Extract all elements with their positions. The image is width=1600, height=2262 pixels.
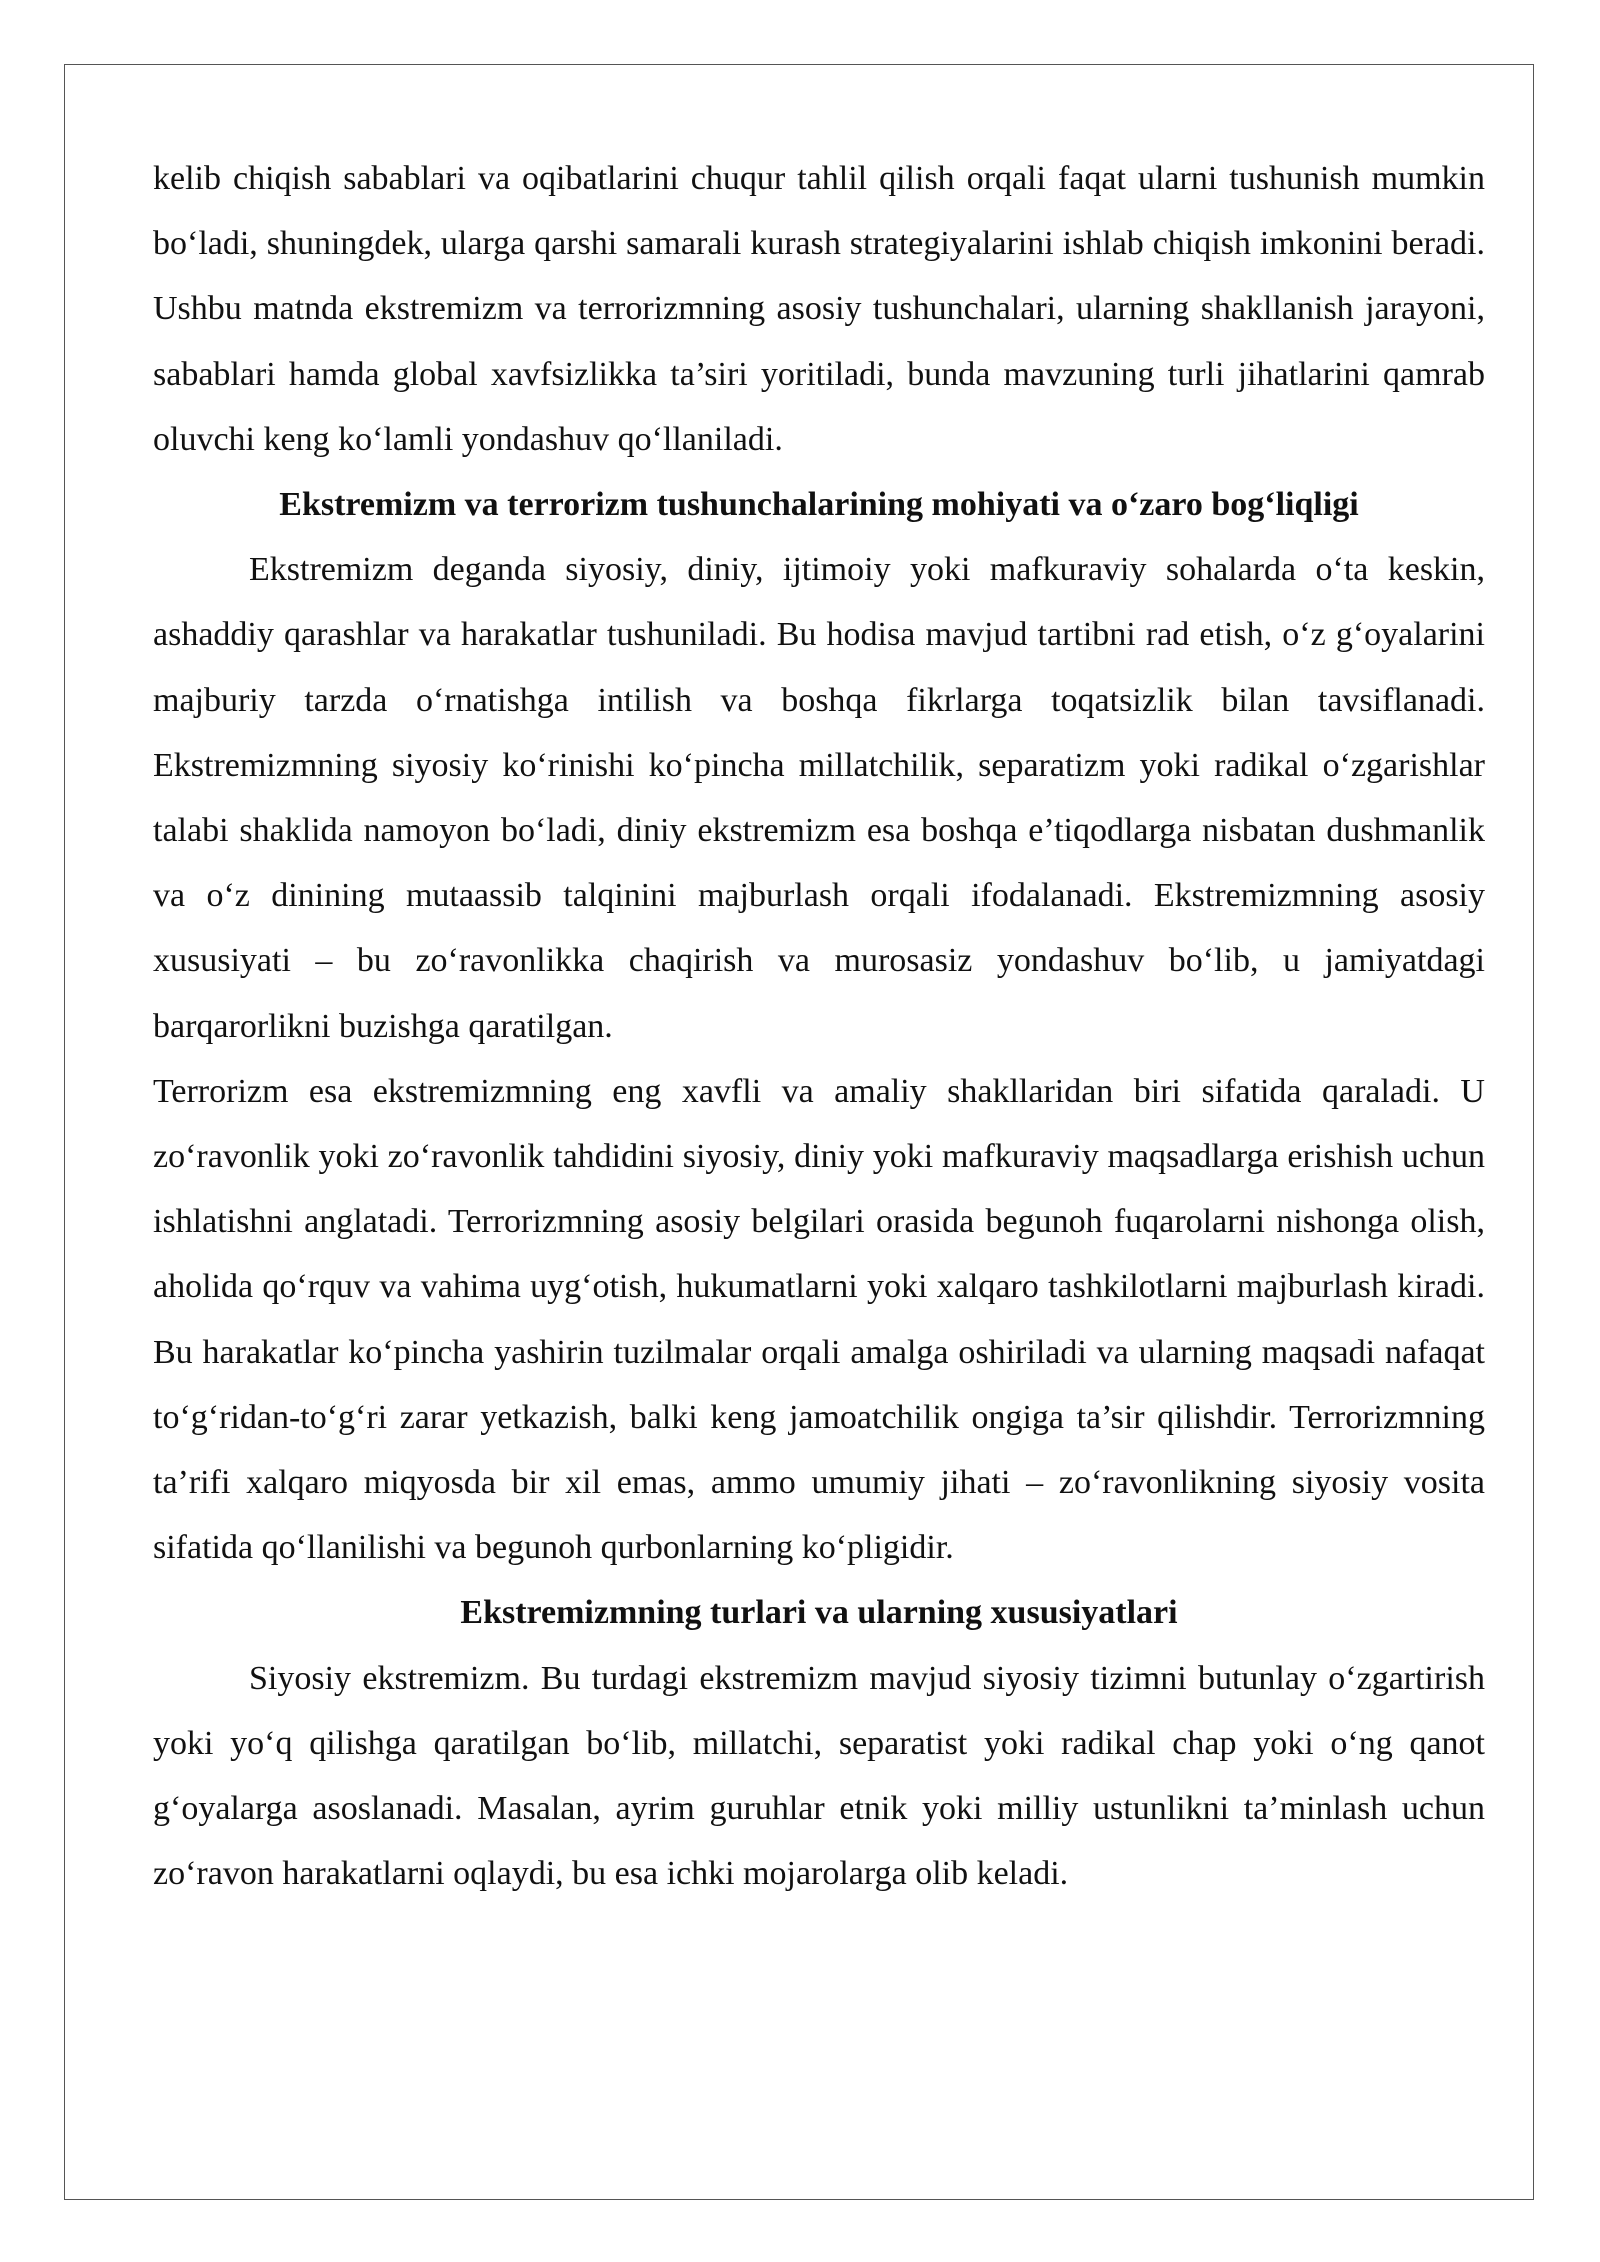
- intro-paragraph-continued: kelib chiqish sabablari va oqibatlarini chuqur tahlil qilish orqali faqat ularni tushunish mumkin bo‘ladi, shuningdek, ularga qarshi samarali kurash strategiyalarini ishlab chiqish imkonini beradi. Ushbu matnda ekstremizm va terrorizmning asosiy tushunchalari, ularning shakllanish jarayoni, sabablari hamda global xavfsizlikka ta’siri yoritiladi, bunda mavzuning turli jihatlarini qamrab oluvchi keng ko‘lamli yondashuv qo‘llaniladi.: [153, 160, 1485, 458]
- paragraph-political-extremism: Siyosiy ekstremizm. Bu turdagi ekstremizm mavjud siyosiy tizimni butunlay o‘zgartirish yoki yo‘q qilishga qaratilgan bo‘lib, millatchi, separatist yoki radikal chap yoki o‘ng qanot g‘oyalarga asoslanadi. Masalan, ayrim guruhlar etnik yoki milliy ustunlikni ta’minlash uchun zo‘ravon harakatlarni oqlaydi, bu esa ichki mojarolarga olib keladi.: [153, 1659, 1485, 1893]
- section-heading-concepts: Ekstremizm va terrorizm tushunchalarining mohiyati va o‘zaro bog‘liqligi: [279, 486, 1359, 524]
- section-heading-types: Ekstremizmning turlari va ularning xususiyatlari: [460, 1594, 1178, 1632]
- paragraph-terrorism-definition: Terrorizm esa ekstremizmning eng xavfli va amaliy shakllaridan biri sifatida qaraladi. U zo‘ravonlik yoki zo‘ravonlik tahdidini siyosiy, diniy yoki mafkuraviy maqsadlarga erishish uchun ishlatishni anglatadi. Terrorizmning asosiy belgilari orasida begunoh fuqarolarni nishonga olish, aholida qo‘rquv va vahima uyg‘otish, hukumatlarni yoki xalqaro tashkilotlarni majburlash kiradi. Bu harakatlar ko‘pincha yashirin tuzilmalar orqali amalga oshiriladi va ularning maqsadi nafaqat to‘g‘ridan-to‘g‘ri zarar yetkazish, balki keng jamoatchilik ongiga ta’sir qilishdir. Terrorizmning ta’rifi xalqaro miqyosda bir xil emas, ammo umumiy jihati – zo‘ravonlikning siyosiy vosita sifatida qo‘llanilishi va begunoh qurbonlarning ko‘pligidir.: [153, 1072, 1485, 1567]
- document-body: [153, 146, 1485, 1906]
- paragraph-extremism-definition: Ekstremizm deganda siyosiy, diniy, ijtimoiy yoki mafkuraviy sohalarda o‘ta keskin, ashaddiy qarashlar va harakatlar tushuniladi. Bu hodisa mavjud tartibni rad etish, o‘z g‘oyalarini majburiy tarzda o‘rnatishga intilish va boshqa fikrlarga toqatsizlik bilan tavsiflanadi. Ekstremizmning siyosiy ko‘rinishi ko‘pincha millatchilik, separatizm yoki radikal o‘zgarishlar talabi shaklida namoyon bo‘ladi, diniy ekstremizm esa boshqa e’tiqodlarga nisbatan dushmanlik va o‘z dinining mutaassib talqinini majburlash orqali ifodalanadi. Ekstremizmning asosiy xususiyati – bu zo‘ravonlikka chaqirish va murosasiz yondashuv bo‘lib, u jamiyatdagi barqarorlikni buzishga qaratilgan.: [153, 551, 1485, 1045]
